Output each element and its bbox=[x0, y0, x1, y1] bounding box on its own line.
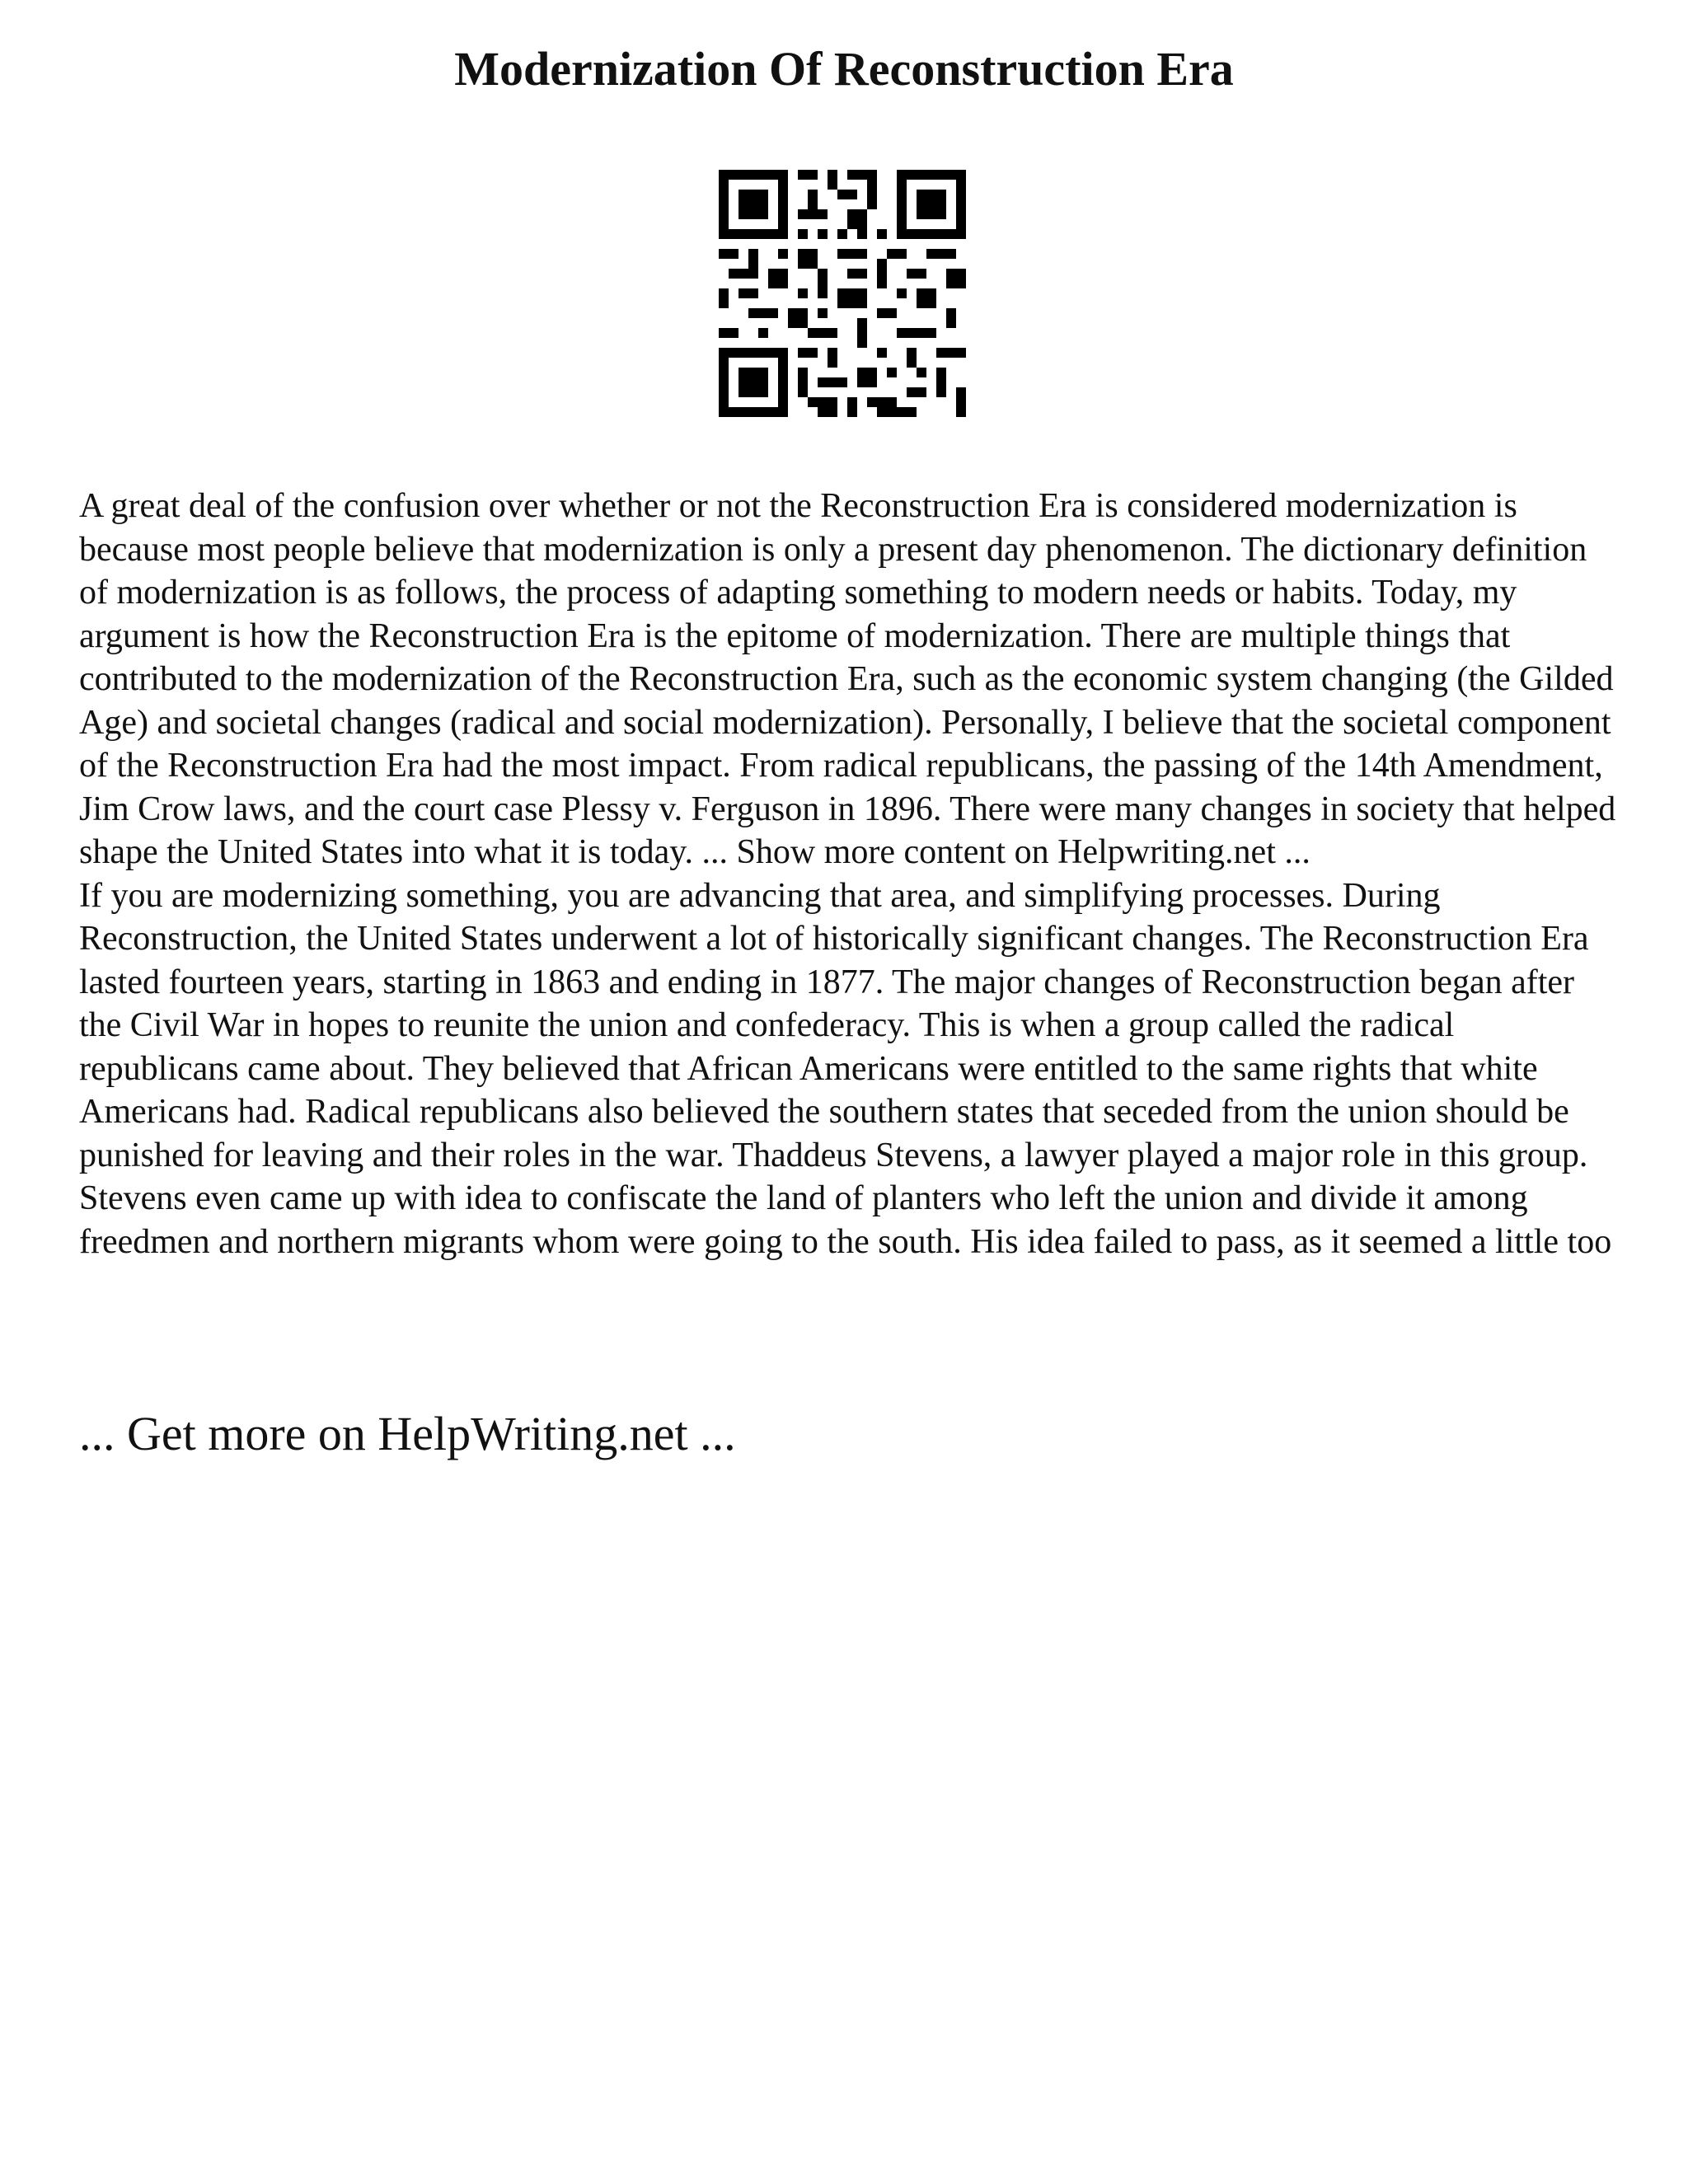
paragraph-1: A great deal of the confusion over whether or not the Reconstruction Era is considered modernization is because most people believe that modernization is only a present day phenomenon. The dictionary definition of modernization is as follows, the process of adapting something to modern needs or habits. Today, my argument is how the Reconstruction Era is the epitome of modernization. There are multiple things that contributed to the modernization of the Reconstruction Era, such as the economic system changing (the Gilded Age) and societal changes (radical and social modernization). Personally, I believe that the societal component of the Reconstruction Era had the most impact. From radical republicans, the passing of the 14th Amendment, Jim Crow laws, and the court case Plessy v. Ferguson in 1896. There were many changes in society that helped shape the United States into what it is today. ... Show more content on Helpwriting.net ... bbox=[79, 487, 1616, 871]
page-title: Modernization Of Reconstruction Era bbox=[454, 42, 1234, 96]
paragraph-2: If you are modernizing something, you are advancing that area, and simplifying processes. During Reconstruction, the United States underwent a lot of historically significant changes. The Reconstruction Era lasted fourteen years, starting in 1863 and ending in 1877. The major changes of Reconstruction began after the Civil War in hopes to reunite the union and confederacy. This is when a group called the radical republicans came about. They believed that African Americans were entitled to the same rights that white Americans had. Radical republicans also believed the southern states that seceded from the union should be punished for leaving and their roles in the war. Thaddeus Stevens, a lawyer played a major role in this group. Stevens even came up with idea to confiscate the land of planters who left the union and divide it among freedmen and northern migrants whom were going to the south. His idea failed to pass, as it seemed a little too bbox=[79, 876, 1612, 1261]
get-more-link[interactable]: ... Get more on HelpWriting.net ... bbox=[79, 1407, 736, 1460]
qr-code-graphic bbox=[719, 170, 966, 417]
qr-code-icon bbox=[719, 170, 966, 417]
essay-body bbox=[79, 485, 1620, 1263]
